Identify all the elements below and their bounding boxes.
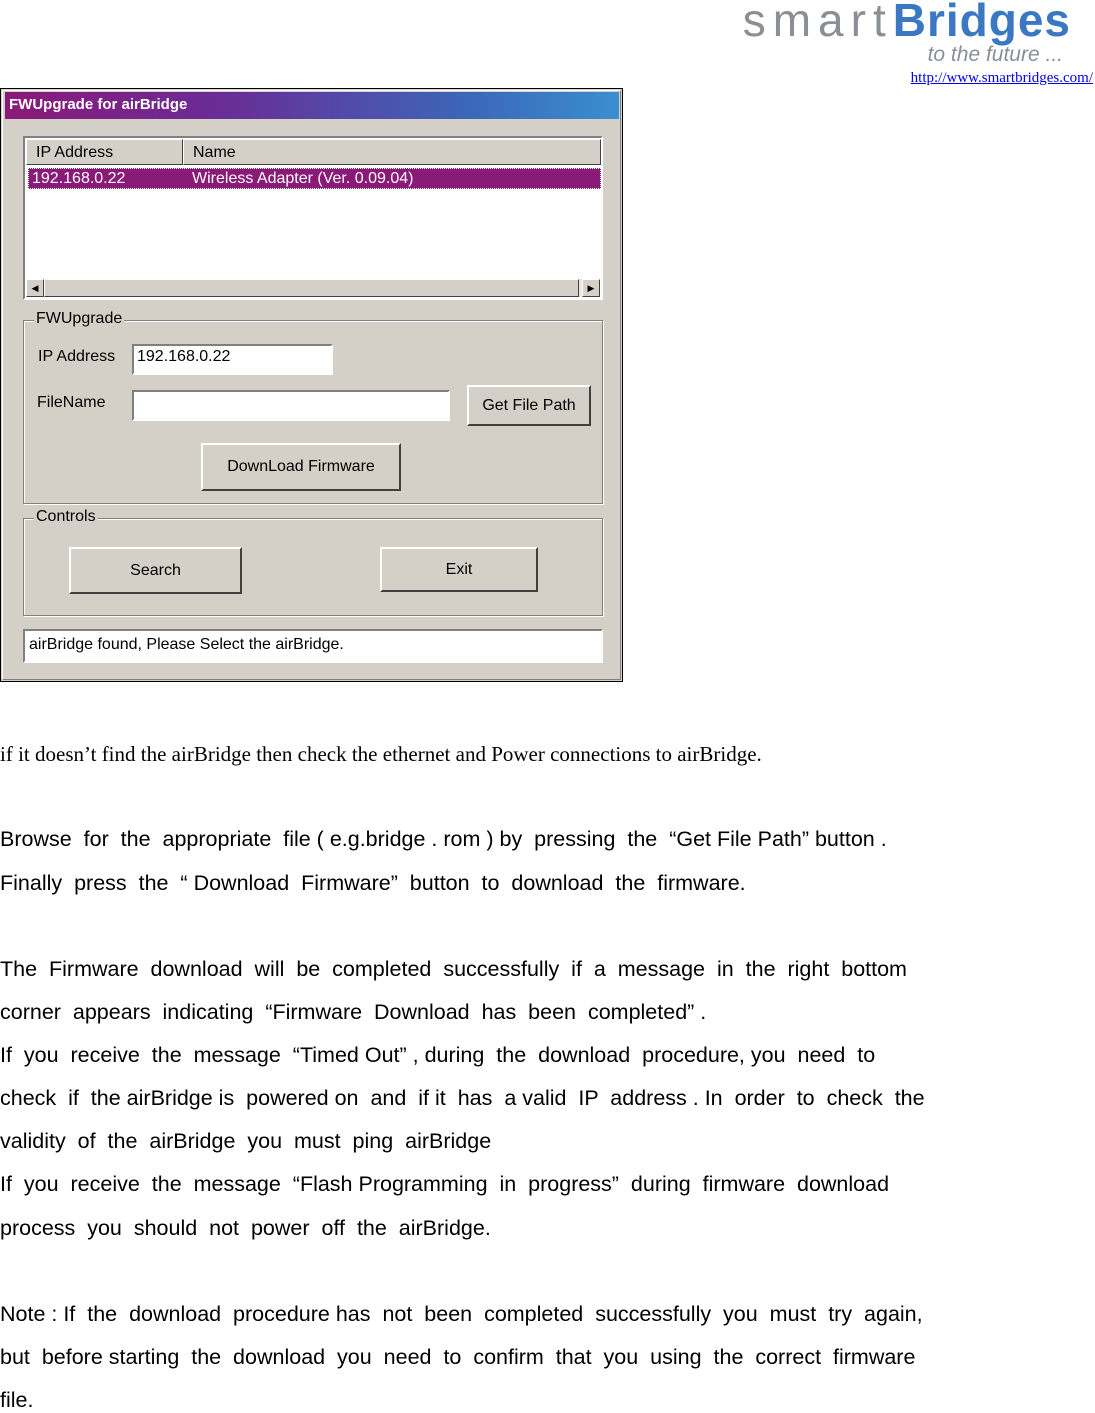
filename-label: FileName (37, 394, 106, 411)
filename-input[interactable] (132, 390, 450, 421)
title-bar[interactable] (5, 92, 619, 119)
paragraph-line: validity of the airBridge you must ping airBridge (0, 1129, 492, 1153)
search-button[interactable]: Search (69, 547, 242, 594)
fwupgrade-group (23, 310, 603, 504)
paragraph-line: Browse for the appropriate file ( e.g.bridge . rom ) by pressing the “Get File Path” button . (0, 827, 887, 851)
download-firmware-button[interactable]: DownLoad Firmware (201, 443, 401, 491)
column-header-ip-address[interactable]: IP Address (26, 139, 183, 165)
logo-wordmark: smartBridges (742, 0, 1071, 46)
paragraph-line: If you receive the message “Timed Out” , during the download procedure, you need to (0, 1043, 876, 1067)
ip-address-label: IP Address (38, 348, 116, 365)
fwupgrade-dialog (0, 88, 623, 682)
website-link[interactable]: http://www.smartbridges.com/ (910, 70, 1093, 86)
paragraph-line: The Firmware download will be completed successfully if a message in the right bottom (0, 957, 907, 981)
horizontal-scrollbar[interactable] (26, 279, 600, 297)
logo-tagline: to the future ... (927, 43, 1063, 66)
controls-legend: Controls (36, 508, 96, 525)
ip-address-input[interactable]: 192.168.0.22 (132, 344, 333, 375)
scroll-left-arrow-icon[interactable]: ◀ (26, 279, 44, 297)
row-ip: 192.168.0.22 (32, 170, 126, 187)
device-list[interactable] (23, 136, 603, 300)
status-bar: airBridge found, Please Select the airBridge. (23, 629, 603, 663)
paragraph-line: process you should not power off the airBridge. (0, 1216, 491, 1240)
paragraph-line: corner appears indicating “Firmware Download has been completed” . (0, 1000, 707, 1024)
controls-group (23, 508, 603, 616)
paragraph-line: file. (0, 1388, 34, 1412)
paragraph-line: but before starting the download you need to confirm that you using the correct firmware (0, 1345, 916, 1369)
paragraph-line: check if the airBridge is powered on and if it has a valid IP address . In order to check the (0, 1086, 925, 1110)
exit-button[interactable]: Exit (380, 547, 538, 592)
fwupgrade-legend: FWUpgrade (36, 310, 123, 327)
connection-hint-text: if it doesn’t find the airBridge then check the ethernet and Power connections to airBridge. (0, 742, 762, 766)
paragraph-line: Note : If the download procedure has not been completed successfully you must try again, (0, 1302, 923, 1326)
smartbridges-logo (735, 0, 1085, 70)
window-title: FWUpgrade for airBridge (9, 96, 188, 113)
list-row-selected[interactable] (28, 168, 601, 189)
paragraph-line: If you receive the message “Flash Programming in progress” during firmware download (0, 1172, 890, 1196)
column-header-name[interactable]: Name (183, 139, 601, 165)
scrollbar-thumb[interactable] (44, 279, 579, 297)
row-name: Wireless Adapter (Ver. 0.09.04) (192, 170, 414, 187)
paragraph-line: Finally press the “ Download Firmware” button to download the firmware. (0, 871, 746, 895)
scroll-right-arrow-icon[interactable]: ▶ (582, 279, 600, 297)
get-file-path-button[interactable]: Get File Path (467, 385, 591, 426)
